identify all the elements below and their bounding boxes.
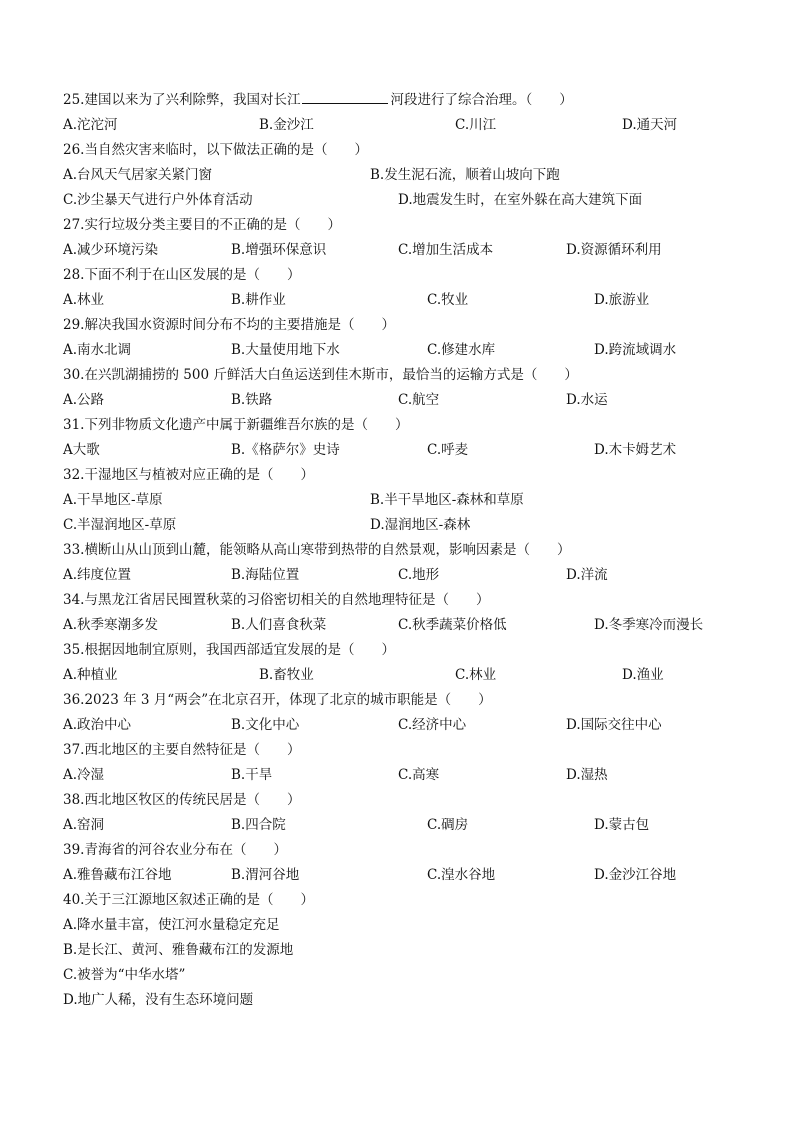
option-d: D.国际交往中心 — [566, 717, 662, 733]
option-d: D.跨流域调水 — [594, 342, 677, 358]
option-b: B.半干旱地区-森林和草原 — [370, 492, 524, 508]
option-a: A.公路 — [63, 392, 105, 408]
option-a: A.降水量丰富，使江河水量稳定充足 — [63, 917, 280, 933]
question-30-stem: 30.在兴凯湖捕捞的 500 斤鲜活大白鱼运送到佳木斯市，最恰当的运输方式是（ ） — [63, 367, 578, 383]
option-b: B.耕作业 — [231, 292, 286, 308]
option-c: C.秋季蔬菜价格低 — [398, 617, 507, 633]
option-b: B.文化中心 — [231, 717, 300, 733]
question-25-stem-start: 25.建国以来为了兴利除弊，我国对长江 — [63, 92, 301, 108]
option-a: A.雅鲁藏布江谷地 — [63, 867, 172, 883]
option-c: C.川江 — [455, 117, 497, 133]
option-c: C.半湿润地区-草原 — [63, 517, 177, 533]
question-27-stem: 27.实行垃圾分类主要目的不正确的是（ ） — [63, 217, 341, 233]
option-d: D.蒙古包 — [594, 817, 650, 833]
option-d: D.湿润地区-森林 — [370, 517, 471, 533]
option-a: A.台风天气居家关紧门窗 — [63, 167, 213, 183]
option-c: C.修建水库 — [427, 342, 496, 358]
question-31-stem: 31.下列非物质文化遗产中属于新疆维吾尔族的是（ ） — [63, 417, 409, 433]
option-b: B.大量使用地下水 — [231, 342, 340, 358]
question-37-stem: 37.西北地区的主要自然特征是（ ） — [63, 742, 301, 758]
option-b: B.金沙江 — [259, 117, 314, 133]
question-34-stem: 34.与黑龙江省居民囤置秋菜的习俗密切相关的自然地理特征是（ ） — [63, 592, 490, 608]
question-33-stem: 33.横断山从山顶到山麓，能领略从高山寒带到热带的自然景观，影响因素是（ ） — [63, 542, 571, 558]
option-a: A.南水北调 — [63, 342, 132, 358]
question-32-stem: 32.干湿地区与植被对应正确的是（ ） — [63, 467, 314, 483]
option-d: D.湿热 — [566, 767, 608, 783]
option-b: B.铁路 — [231, 392, 273, 408]
option-a: A.纬度位置 — [63, 567, 132, 583]
option-a: A.冷湿 — [63, 767, 105, 783]
answer-blank — [302, 89, 388, 104]
question-36-stem: 36.2023 年 3 月“两会”在北京召开，体现了北京的城市职能是（ ） — [63, 692, 492, 708]
option-c: C.呼麦 — [427, 442, 469, 458]
option-d: D.渔业 — [622, 667, 664, 683]
question-35-stem: 35.根据因地制宜原则，我国西部适宜发展的是（ ） — [63, 642, 395, 658]
option-d: D.资源循环利用 — [566, 242, 662, 258]
option-a: A.减少环境污染 — [63, 242, 159, 258]
option-a: A.秋季寒潮多发 — [63, 617, 159, 633]
option-b: B.人们喜食秋菜 — [231, 617, 327, 633]
question-26-stem: 26.当自然灾害来临时，以下做法正确的是（ ） — [63, 142, 368, 158]
option-a: A.干旱地区-草原 — [63, 492, 163, 508]
option-d: D.洋流 — [566, 567, 608, 583]
option-c: C.地形 — [398, 567, 440, 583]
option-c: C.沙尘暴天气进行户外体育活动 — [63, 192, 253, 208]
question-25-stem-end: 河段进行了综合治理。（ ） — [390, 92, 573, 108]
option-c: C.林业 — [455, 667, 497, 683]
option-a: A.沱沱河 — [63, 117, 118, 133]
option-d: D.水运 — [566, 392, 608, 408]
option-a: A.种植业 — [63, 667, 118, 683]
option-b: B.增强环保意识 — [231, 242, 327, 258]
option-d: D.旅游业 — [594, 292, 650, 308]
option-c: C.高寒 — [398, 767, 440, 783]
option-d: D.地震发生时，在室外躲在高大建筑下面 — [398, 192, 643, 208]
option-b: B.《格萨尔》史诗 — [231, 442, 340, 458]
option-c: C.航空 — [398, 392, 440, 408]
question-38-stem: 38.西北地区牧区的传统民居是（ ） — [63, 792, 301, 808]
option-d: D.木卡姆艺术 — [594, 442, 677, 458]
option-c: C.牧业 — [427, 292, 469, 308]
option-b: B.海陆位置 — [231, 567, 300, 583]
option-b: B.发生泥石流，顺着山坡向下跑 — [370, 167, 560, 183]
option-c: C.经济中心 — [398, 717, 467, 733]
question-29-stem: 29.解决我国水资源时间分布不均的主要措施是（ ） — [63, 317, 395, 333]
option-d: D.金沙江谷地 — [594, 867, 677, 883]
option-d: D.地广人稀，没有生态环境问题 — [63, 992, 254, 1008]
question-28-stem: 28.下面不利于在山区发展的是（ ） — [63, 267, 301, 283]
option-a: A.林业 — [63, 292, 105, 308]
option-b: B.四合院 — [231, 817, 286, 833]
option-c: C.湟水谷地 — [427, 867, 496, 883]
option-d: D.通天河 — [622, 117, 678, 133]
option-a: A.政治中心 — [63, 717, 132, 733]
option-c: C.被誉为“中华水塔” — [63, 967, 186, 983]
option-c: C.增加生活成本 — [398, 242, 494, 258]
option-b: B.畜牧业 — [259, 667, 314, 683]
option-b: B.干旱 — [231, 767, 273, 783]
option-a: A大歌 — [63, 442, 100, 458]
option-d: D.冬季寒冷而漫长 — [594, 617, 704, 633]
question-39-stem: 39.青海省的河谷农业分布在（ ） — [63, 842, 287, 858]
option-b: B.渭河谷地 — [231, 867, 300, 883]
option-a: A.窑洞 — [63, 817, 105, 833]
question-25-stem — [63, 89, 573, 111]
question-40-stem: 40.关于三江源地区叙述正确的是（ ） — [63, 892, 314, 908]
option-c: C.碉房 — [427, 817, 469, 833]
option-b: B.是长江、黄河、雅鲁藏布江的发源地 — [63, 942, 294, 958]
